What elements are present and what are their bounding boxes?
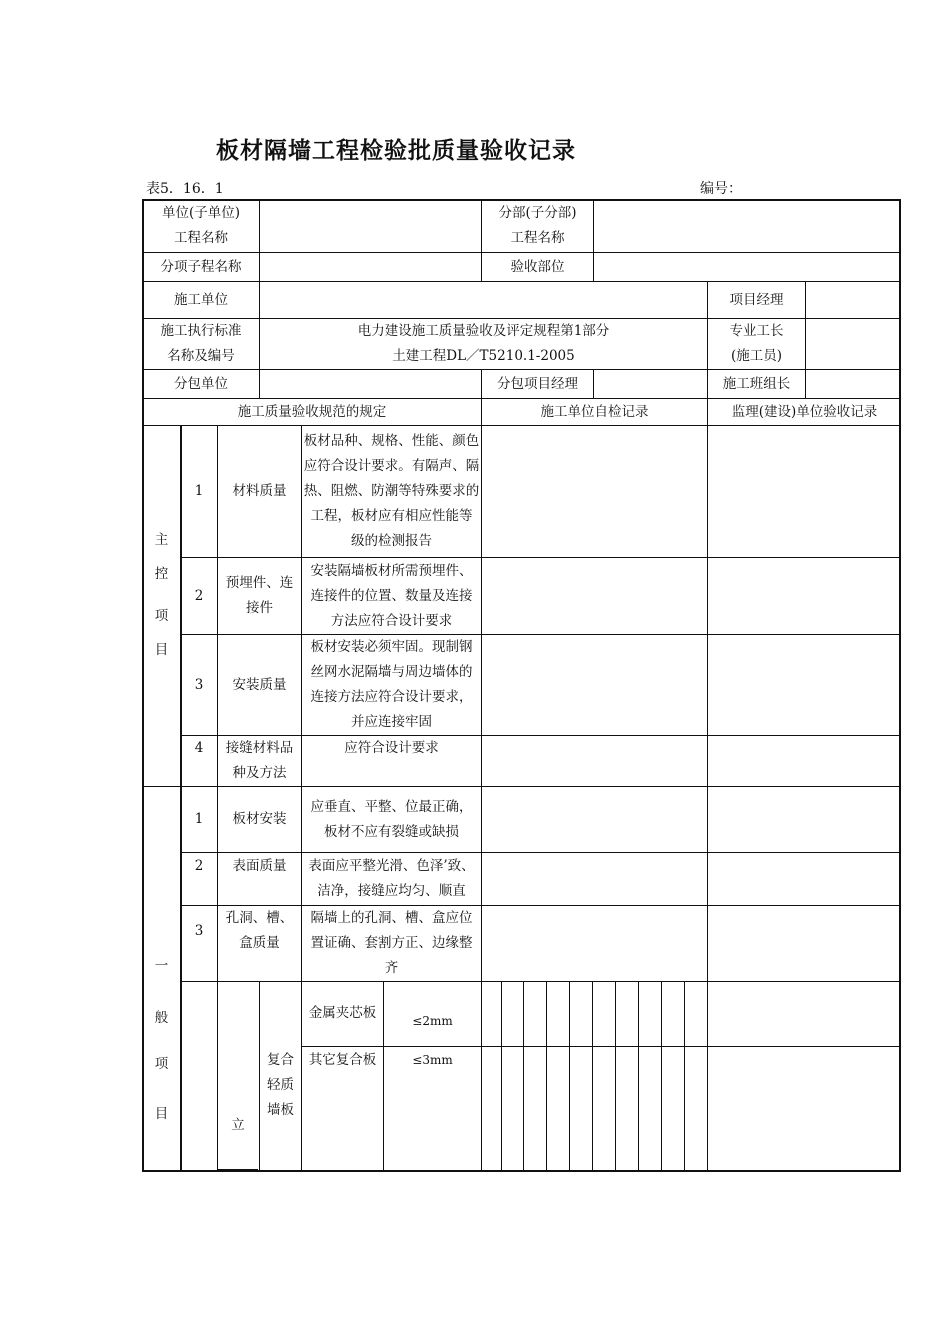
tolerance-value: ≤3mm — [412, 1052, 453, 1067]
col-divider — [523, 981, 524, 1171]
col-header-supervision: 监理(建设)单位验收记录 — [731, 403, 878, 420]
project-manager-label: 项目经理 — [729, 291, 784, 308]
sub-manager-label: 分包项目经理 — [497, 375, 578, 392]
col-divider — [684, 981, 685, 1171]
col-divider — [805, 281, 806, 398]
standard-value: 电力建设施工质量验收及评定规程第1部分 土建工程DL／T5210.1-2005 — [357, 323, 610, 364]
tolerance-item-name: 其它复合板 — [308, 1051, 377, 1068]
item-name: 表面质量 — [232, 857, 287, 874]
item-spec: 表面应平整光滑、色泽’致、 洁净，接缝应均匀、顺直 — [308, 858, 475, 899]
item-spec: 应符合设计要求 — [344, 739, 439, 756]
tolerance-vertical-label: 立 — [231, 1116, 245, 1133]
item-spec: 板材品种、规格、性能、颜色 应符合设计要求。有隔声、隔 热、阻燃、防潮等特殊要求的 工程，板材应有相应性能等 级的检测报告 — [303, 433, 480, 549]
tolerance-value: ≤2mm — [412, 1013, 453, 1028]
item-spec: 隔墙上的孔洞、槽、盒应位 置证确、套割方正、边缘整 齐 — [310, 910, 473, 976]
standard-label: 施工执行标准 名称及编号 — [160, 323, 242, 364]
item-number: 2 — [194, 587, 204, 604]
item-number: 3 — [194, 676, 204, 693]
col-divider — [592, 981, 593, 1171]
col-divider — [638, 981, 639, 1171]
item-number: 1 — [194, 811, 204, 827]
item-number: 2 — [194, 857, 204, 874]
item-name: 材料质量 — [232, 483, 287, 499]
col-header-spec: 施工质量验收规范的规定 — [237, 403, 387, 420]
form-number: 表5．16．1 — [146, 181, 224, 197]
item-spec: 应垂直、平整、位最正确， 板材不应有裂缝或缺损 — [310, 798, 473, 840]
composite-board-group: 复合 轻质 墙板 — [267, 1051, 294, 1118]
item-number: 1 — [194, 483, 204, 499]
col-divider — [481, 425, 482, 1171]
row-divider — [218, 1169, 258, 1171]
general-items-label: 一 般 项 目 — [154, 958, 169, 1122]
item-project-label: 分项子程名称 — [160, 258, 242, 275]
page-title: 板材隔墙工程检验批质量验收记录 — [216, 137, 576, 164]
col-divider — [217, 981, 218, 1171]
tolerance-item-name: 金属夹芯板 — [308, 1004, 377, 1021]
col-divider — [707, 425, 708, 1171]
item-spec: 安装隔墙板材所需预埋件、 连接件的位置、数量及连接 方法应符合设计要求 — [310, 562, 473, 629]
item-name: 安装质量 — [232, 676, 287, 693]
subcontractor-label: 分包单位 — [174, 375, 228, 392]
foreman-label: 专业工长 (施工员) — [729, 323, 784, 364]
item-number: 3 — [194, 922, 204, 939]
col-divider — [593, 200, 594, 281]
row-divider — [181, 981, 901, 982]
col-divider — [501, 981, 502, 1171]
constructor-label: 施工单位 — [174, 291, 228, 308]
serial-number-label: 编号： — [700, 181, 742, 197]
sub-project-label: 分部(子分部) 工程名称 — [498, 205, 577, 246]
team-leader-label: 施工班组长 — [722, 375, 791, 392]
item-name: 预埋件、连 接件 — [225, 575, 294, 616]
main-control-label: 主 控 项 目 — [154, 532, 169, 658]
col-divider — [546, 981, 547, 1171]
unit-project-label: 单位(子单位) 工程名称 — [161, 205, 241, 246]
item-name: 板材安装 — [232, 811, 287, 827]
col-divider — [661, 981, 662, 1171]
col-divider — [593, 369, 594, 398]
item-name: 孔洞、槽、 盒质量 — [225, 910, 294, 951]
item-name: 接缝材料品 种及方法 — [225, 740, 294, 781]
item-spec: 板材安装必须牢固。现制钢 丝网水泥隔墙与周边墙体的 连接方法应符合设计要求， 并应连接牢固 — [310, 639, 473, 730]
col-header-self-check: 施工单位自检记录 — [540, 403, 649, 420]
item-number: 4 — [194, 739, 204, 756]
col-divider — [615, 981, 616, 1171]
col-divider — [569, 981, 570, 1171]
accept-part-label: 验收部位 — [510, 258, 565, 275]
